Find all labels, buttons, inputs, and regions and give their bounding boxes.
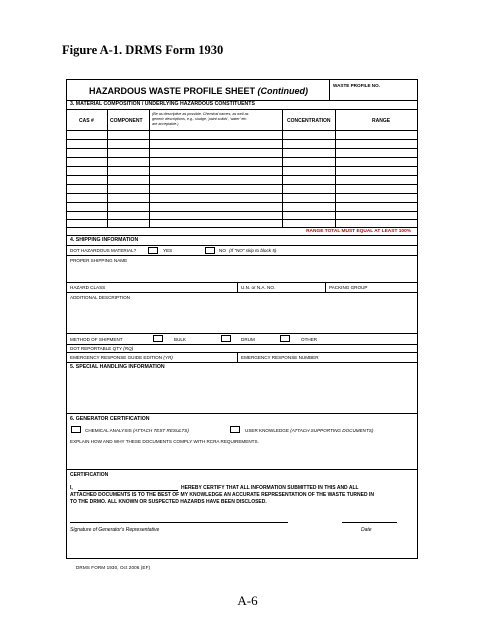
signature-label: Signature of Generator's Representative [70,527,160,533]
col-header-cas: CAS # [79,118,94,124]
row-rule [67,362,417,363]
other-checkbox[interactable] [280,335,290,342]
chemical-analysis-text: CHEMICAL ANALYSIS [85,428,132,433]
erg-divider [237,352,238,362]
yes-label: YES [163,248,173,253]
certification-prefix: I, [70,485,73,491]
section-3-heading: 3. MATERIAL COMPOSITION / UNDERLYING HAZARDOUS CONSTITUENTS [70,101,255,107]
no-checkbox[interactable] [205,247,215,254]
additional-description-field[interactable] [67,301,417,331]
page-number: A-6 [237,593,258,608]
bulk-label: BULK [174,337,187,342]
table-row-line [67,184,417,185]
col-header-note-3: are acceptable.) [152,122,179,126]
col-header-component: COMPONENT [110,118,143,124]
range-total-note: RANGE TOTAL MUST EQUAL AT LEAST 100% [306,229,411,234]
row-rule [67,282,417,283]
other-label: OTHER [301,337,318,342]
certification-line-3: TO THE DRMO. ALL KNOWN OR SUSPECTED HAZARDS HAVE BEEN DISCLOSED. [70,499,267,505]
yr-text: (YR) [163,355,173,360]
table-row-line [67,219,417,220]
table-row-line [67,175,417,176]
emergency-response-number-label: EMERGENCY RESPONSE NUMBER [241,355,319,360]
col-header-concentration: CONCENTRATION [287,118,331,124]
table-header-rule [67,130,417,131]
special-handling-field[interactable] [67,372,417,410]
chemical-analysis-label [85,428,189,433]
figure-title: Figure A-1. DRMS Form 1930 [62,43,224,57]
date-label: Date [361,527,372,533]
section-4-rule [67,235,417,236]
table-bottom-rule [67,227,417,228]
section-6-bottom-rule [67,469,417,470]
certification-heading: CERTIFICATION [70,472,109,478]
form-title: HAZARDOUS WASTE PROFILE SHEET [89,86,256,96]
section-5-heading: 5. SPECIAL HANDLING INFORMATION [70,364,165,370]
un-na-no-label: U.N. or N.A. NO. [241,285,276,290]
row-rule [67,344,417,345]
un-divider [325,282,326,292]
row-rule [67,333,417,334]
col-divider-4 [335,109,336,227]
col-divider-1 [107,109,108,227]
table-row-line [67,157,417,158]
attach-supporting-docs-text: (ATTACH SUPPORTING DOCUMENTS) [290,428,374,433]
col-divider-3 [282,109,283,227]
section-5-bottom-rule [67,413,417,414]
section-4-heading: 4. SHIPPING INFORMATION [70,237,139,243]
yes-checkbox[interactable] [148,247,158,254]
certification-line-2: ATTACHED DOCUMENTS IS TO THE BEST OF MY KNOWLEDGE AN ACCURATE REPRESENTATION OF THE WASTE TURNED IN [70,492,374,498]
date-line[interactable] [342,522,397,523]
no-skip-note: (If "NO" skip to block 5) [229,248,277,253]
no-label: NO [219,248,226,253]
proper-shipping-name-label: PROPER SHIPPING NAME [70,258,128,263]
col-header-note-2: generic descriptions, e.g., sludge, 'paint solids', 'water' etc. [152,117,248,121]
bulk-checkbox[interactable] [153,335,163,342]
col-header-note-1: (Be as descriptive as possible. Chemical names, as well as [152,112,249,116]
explain-field[interactable] [67,445,417,467]
explain-label: EXPLAIN HOW AND WHY THESE DOCUMENTS COMPLY WITH RCRA REQUIREMENTS. [70,439,259,444]
drum-label: DRUM [241,337,255,342]
rq-text: (RQ) [123,346,134,351]
user-knowledge-text: USER KNOWLEDGE [245,428,289,433]
certifier-name-line[interactable] [78,490,178,491]
attach-test-results-text: (ATTACH TEST RESULTS) [133,428,189,433]
chemical-analysis-checkbox[interactable] [71,426,81,433]
dot-reportable-qty-label [70,346,133,351]
dot-hazardous-label: DOT HAZARDOUS MATERIAL? [70,248,137,253]
table-row-line [67,139,417,140]
additional-description-label: ADDITIONAL DESCRIPTION [70,295,131,300]
table-row-line [67,211,417,212]
table-row-line [67,193,417,194]
table-row-line [67,202,417,203]
row-rule [67,255,417,256]
user-knowledge-label [245,428,373,433]
row-rule [67,292,417,293]
section-4-heading-rule [67,245,417,246]
col-divider-2 [149,109,150,227]
waste-profile-no-field[interactable] [330,89,418,99]
hazard-class-divider [237,282,238,292]
form-footer: DRMS FORM 1930, Oct 2006 (EF) [76,565,151,570]
table-row-line [67,166,417,167]
packing-group-label: PACKING GROUP [329,285,368,290]
dot-reportable-qty-text: DOT REPORTABLE QTY [70,346,122,351]
certification-line-1: HEREBY CERTIFY THAT ALL INFORMATION SUBMITTED IN THIS AND ALL [181,485,359,491]
section-6-heading: 6. GENERATOR CERTIFICATION [70,416,150,422]
user-knowledge-checkbox[interactable] [230,426,240,433]
erg-edition-text: EMERGENCY RESPONSE GUIDE EDITION [70,355,163,360]
method-of-shipment-label: METHOD OF SHIPMENT [70,337,123,342]
row-rule [67,352,417,353]
form-title-continued: (Continued) [257,86,309,96]
proper-shipping-name-field[interactable] [67,264,417,281]
table-row-line [67,148,417,149]
drum-checkbox[interactable] [221,335,231,342]
section-3-rule [67,109,417,110]
hazard-class-label: HAZARD CLASS [70,285,106,290]
hazardous-waste-profile-form [66,79,418,559]
signature-line[interactable] [70,522,288,523]
erg-edition-label [70,355,173,360]
waste-profile-no-label: WASTE PROFILE NO. [333,83,380,88]
form-title-wrap [89,86,308,96]
col-header-range: RANGE [372,118,391,124]
